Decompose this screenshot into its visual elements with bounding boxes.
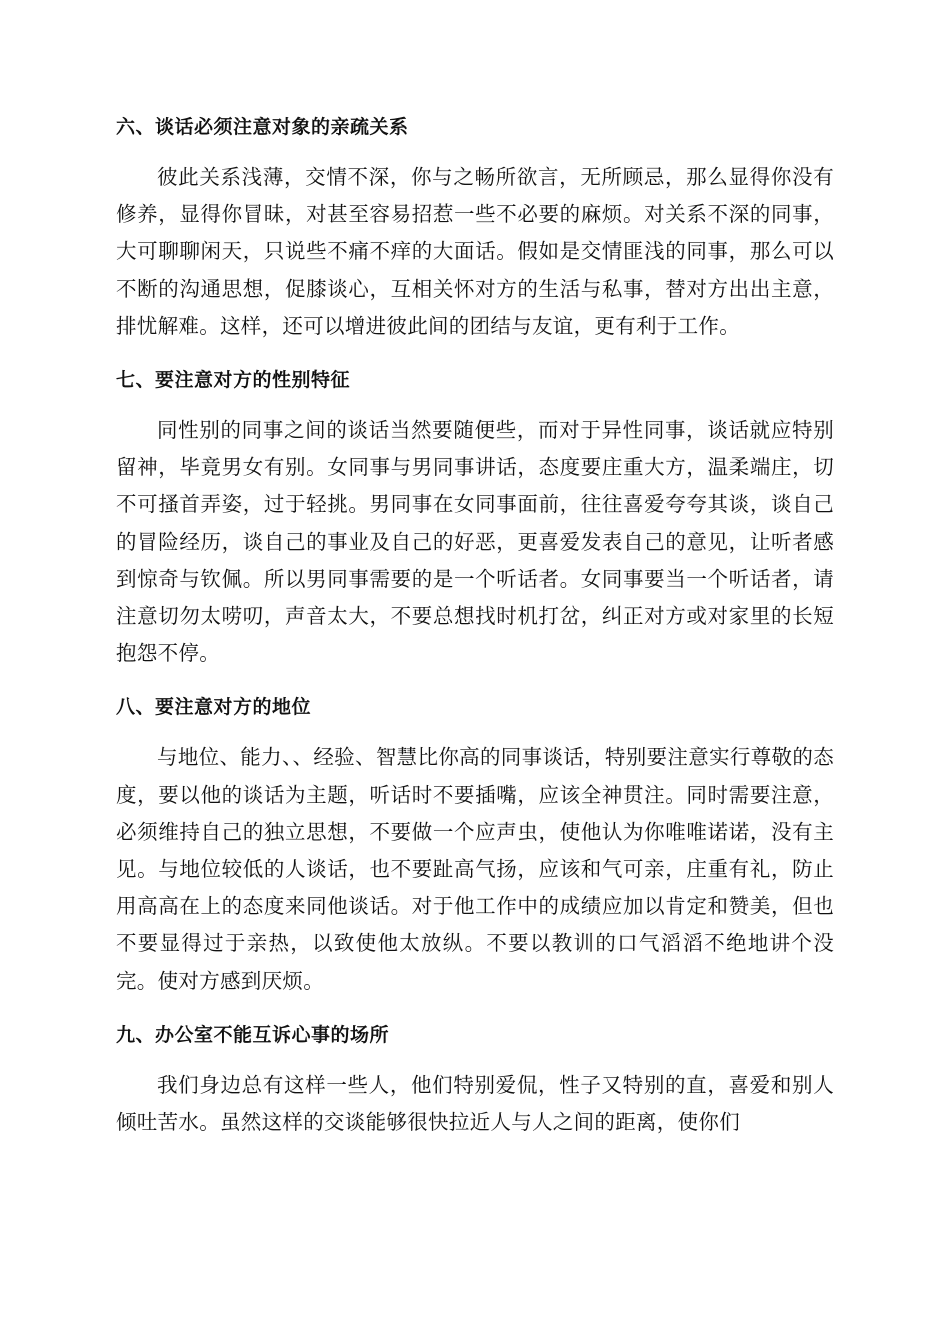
document-page: [116, 108, 834, 1157]
section-heading: 九、办公室不能互诉心事的场所: [116, 1023, 390, 1046]
section-heading: 七、要注意对方的性别特征: [116, 369, 351, 392]
section-paragraph: 彼此关系浅薄，交情不深，你与之畅所欲言，无所顾忌，那么显得你没有修养，显得你冒昧，对甚至容易招惹一些不必要的麻烦。对关系不深的同事，大可聊聊闲天，只说些不痛不痒的大面话。假如是交情匪浅的同事，那么可以不断的沟通思想，促膝谈心，互相关怀对方的生活与私事，替对方出出主意，排忧解难。这样，还可以增进彼此间的团结与友谊，更有利于工作。: [116, 165, 834, 338]
section-9: [116, 1016, 834, 1141]
section-paragraph: 我们身边总有这样一些人，他们特别爱侃，性子又特别的直，喜爱和别人倾吐苦水。虽然这样的交谈能够很快拉近人与人之间的距离，使你们: [116, 1072, 834, 1135]
section-8: [116, 688, 834, 999]
section-paragraph: 与地位、能力、、经验、智慧比你高的同事谈话，特别要注意实行尊敬的态度，要以他的谈话为主题，听话时不要插嘴，应该全神贯注。同时需要注意，必须维持自己的独立思想，不要做一个应声虫，使他认为你唯唯诺诺，没有主见。与地位较低的人谈话，也不要趾高气扬，应该和气可亲，庄重有礼，防止用高高在上的态度来同他谈话。对于他工作中的成绩应加以肯定和赞美，但也不要显得过于亲热，以致使他太放纵。不要以教训的口气滔滔不绝地讲个没完。使对方感到厌烦。: [116, 745, 834, 993]
section-heading: 六、谈话必须注意对象的亲疏关系: [116, 116, 409, 138]
section-heading: 八、要注意对方的地位: [116, 696, 312, 719]
section-7: [116, 361, 834, 672]
section-paragraph: 同性别的同事之间的谈话当然要随便些，而对于异性同事，谈话就应特别留神，毕竟男女有别。女同事与男同事讲话，态度要庄重大方，温柔端庄，切不可搔首弄姿，过于轻挑。男同事在女同事面前，往往喜爱夸夸其谈，谈自己的冒险经历，谈自己的事业及自己的好恶，更喜爱发表自己的意见，让听者感到惊奇与钦佩。所以男同事需要的是一个听话者。女同事要当一个听话者，请注意切勿太唠叨，声音太大，不要总想找时机打岔，纠正对方或对家里的长短抱怨不停。: [116, 418, 834, 666]
section-6: [116, 108, 834, 345]
